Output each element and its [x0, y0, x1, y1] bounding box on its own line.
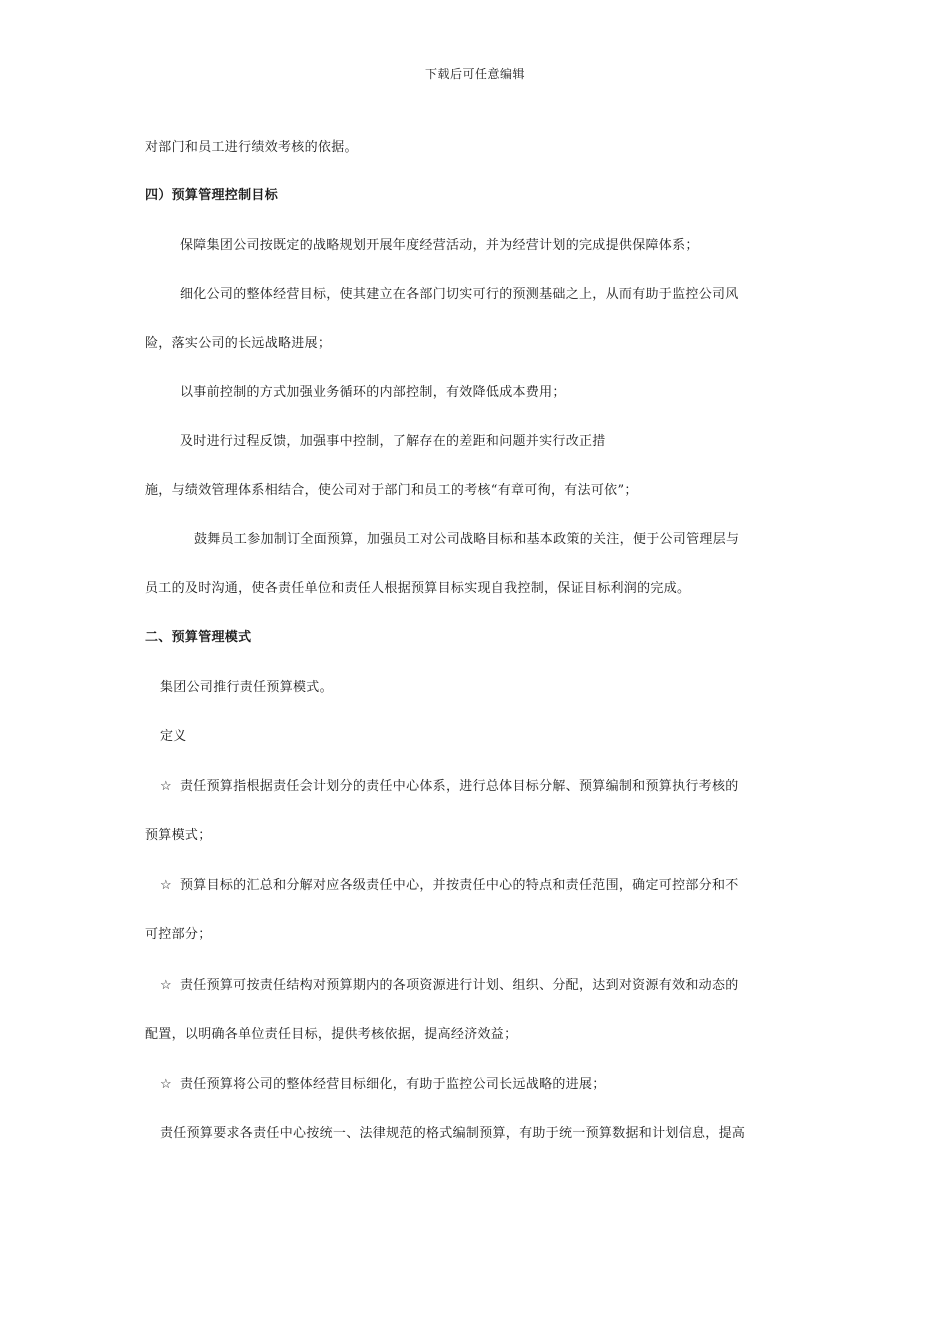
bullet-text: 责任预算可按责任结构对预算期内的各项资源进行计划、组织、分配，达到对资源有效和动态的 [179, 978, 739, 993]
paragraph-line: 施，与绩效管理体系相结合，使公司对于部门和员工的考核“有章可徇，有法可依”； [145, 483, 638, 498]
paragraph-line: 细化公司的整体经营目标，使其建立在各部门切实可行的预测基础之上，从而有助于监控公司风 [180, 287, 739, 302]
paragraph-line: 定义 [160, 729, 187, 744]
bullet-item [160, 976, 820, 996]
paragraph-line: 对部门和员工进行绩效考核的依据。 [145, 140, 358, 155]
paragraph-line: 及时进行过程反馈，加强事中控制，了解存在的差距和问题并实行改正措 [180, 434, 606, 449]
paragraph-line: 配置，以明确各单位责任目标，提供考核依据，提高经济效益； [145, 1027, 518, 1042]
bullet-text: 责任预算将公司的整体经营目标细化，有助于监控公司长远战略的进展； [179, 1077, 606, 1092]
paragraph-line: 保障集团公司按既定的战略规划开展年度经营活动，并为经营计划的完成提供保障体系； [180, 238, 699, 253]
section-heading: 四）预算管理控制目标 [145, 188, 279, 203]
paragraph-line: 以事前控制的方式加强业务循环的内部控制，有效降低成本费用； [180, 385, 566, 400]
paragraph-line: 集团公司推行责任预算模式。 [160, 680, 333, 695]
bullet-item [160, 1075, 820, 1095]
star-icon: ☆ [160, 978, 172, 993]
bullet-item [160, 777, 820, 797]
paragraph-line: 员工的及时沟通，使各责任单位和责任人根据预算目标实现自我控制，保证目标利润的完成。 [145, 581, 691, 596]
section-heading: 二、预算管理模式 [145, 630, 252, 645]
paragraph-line: 鼓舞员工参加制订全面预算，加强员工对公司战略目标和基本政策的关注，便于公司管理层与 [194, 532, 740, 547]
star-icon: ☆ [160, 1077, 172, 1092]
bullet-item [160, 876, 820, 896]
star-icon: ☆ [160, 878, 172, 893]
paragraph-line: 责任预算要求各责任中心按统一、法律规范的格式编制预算，有助于统一预算数据和计划信息，提高 [160, 1126, 746, 1141]
bullet-text: 预算目标的汇总和分解对应各级责任中心，并按责任中心的特点和责任范围，确定可控部分和不 [179, 878, 739, 893]
star-icon: ☆ [160, 779, 172, 794]
paragraph-line: 可控部分； [145, 927, 212, 942]
page-header: 下载后可任意编辑 [424, 67, 525, 81]
paragraph-line: 险，落实公司的长远战略进展； [145, 336, 332, 351]
bullet-text: 责任预算指根据责任会计划分的责任中心体系，进行总体目标分解、预算编制和预算执行考核的 [179, 779, 739, 794]
paragraph-line: 预算模式； [145, 828, 212, 843]
